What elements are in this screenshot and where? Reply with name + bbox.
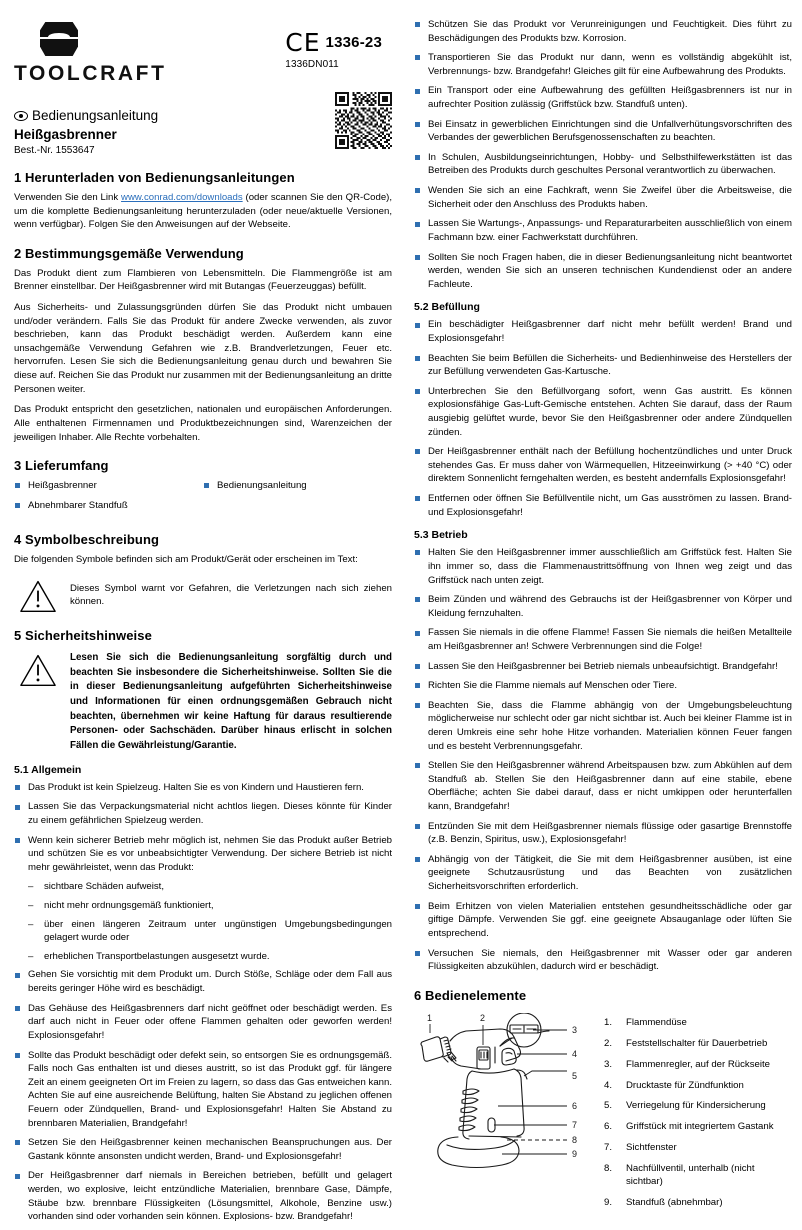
callout-8: 8 xyxy=(572,1134,578,1145)
list-item: Bei Einsatz in gewerblichen Einrichtungen sind die Unfallverhütungsvorschriften des Verbandes der gewerblichen Berufsgenossenschaften zu beachten. xyxy=(414,118,792,145)
list-item: Wenn kein sicherer Betrieb mehr möglich ist, nehmen Sie das Produkt außer Betrieb und schützen Sie es vor unbeabsichtigter Verwendung. Der sichere Betrieb ist nicht mehr gewährleistet, wenn das Produkt: xyxy=(14,834,392,875)
section-4-heading: 4 Symbolbeschreibung xyxy=(14,532,160,548)
list-item: Entfernen oder öffnen Sie Befüllventile nicht, um Gas ausströmen zu lassen. Brand- und Explosionsgefahr! xyxy=(414,492,792,519)
list-item: Entzünden Sie mit dem Heißgasbrenner niemals flüssige oder gasartige Brennstoffe (z.B. Benzin, Spiritus, usw.), Explosionsgefahr! xyxy=(414,820,792,847)
list-item: Lassen Sie das Verpackungsmaterial nicht achtlos liegen. Dieses könnte für Kinder zu einem gefährlichen Spielzeug werden. xyxy=(14,800,392,827)
download-text-pre: Verwenden Sie den Link xyxy=(14,192,122,203)
list-item: Feststellschalter für Dauerbetrieb xyxy=(626,1037,768,1049)
list-item: – über einen längeren Zeitraum unter ungünstigen Umgebungsbedingungen gelagert wurde oder xyxy=(28,918,392,945)
list-item: Griffstück mit integriertem Gastank xyxy=(626,1121,774,1133)
list-item: Sichtfenster xyxy=(626,1142,677,1154)
section-5-2-heading: 5.2 Befüllung xyxy=(414,301,480,314)
two-column-layout xyxy=(14,18,792,1230)
list-item: Lassen Sie Wartungs-, Anpassungs- und Reparaturarbeiten ausschließlich von einem Fachmann bzw. einer Fachwerkstatt durchführen. xyxy=(414,217,792,244)
right-column xyxy=(414,18,792,1218)
qr-code-icon xyxy=(335,92,392,149)
controls-section xyxy=(414,1013,792,1218)
callout-1: 1 xyxy=(427,1012,433,1023)
torch-figure xyxy=(414,1013,584,1183)
list-item: – sichtbare Schäden aufweist, xyxy=(28,880,392,894)
section-2-heading: 2 Bestimmungsgemäße Verwendung xyxy=(14,245,244,261)
warning-triangle-icon xyxy=(18,578,58,614)
section-1-paragraph xyxy=(14,191,392,232)
safety-warning-text: Lesen Sie sich die Bedienungsanleitung sorgfältig durch und beachten Sie insbesondere die Sicherheitshinweise. Sollten Sie die in dieser Bedienungsanleitung aufgeführten Sicherheitshinweise und Informationen für einen ordnungsgemäßen Gebrauch nicht beachten, übernehmen wir keine Haftung für daraus resultierende Personen- oder Sachschäden. Darüber hinaus erlischt in solchen Fällen die Gewährleistung/Garantie. xyxy=(70,651,392,752)
list-item: Standfuß (abnehmbar) xyxy=(626,1197,723,1209)
symbol-warning-text: Dieses Symbol warnt vor Gefahren, die Verletzungen nach sich ziehen können. xyxy=(70,582,392,608)
list-item: Verriegelung für Kindersicherung xyxy=(626,1100,766,1112)
list-item: Heißgasbrenner xyxy=(14,479,203,493)
section-1-heading: 1 Herunterladen von Bedienungsanleitungen xyxy=(14,170,295,185)
list-item: Sollte das Produkt beschädigt oder defekt sein, so entsorgen Sie es ordnungsgemäß. Falls noch Gas enthalten ist und dieses austritt, so ist das Produkt ggf. für längere Zeit an einem geeigneten Ort im Freien zu lagern, so dass das Gas entweichen kann. Achten Sie auf eine ausreichende Belüftung, halten Sie Abstand zu jeglichen offenen Feuern oder Zündquellen, Brand- und Explosionsgefahr! Halten Sie Abstand zu brennbaren Materialien, Brandgefahr! xyxy=(14,1049,392,1131)
document-meta xyxy=(14,108,158,156)
list-item: Schützen Sie das Produkt vor Verunreinigungen und Feuchtigkeit. Dies führt zu Beschädigungen des Produkts bzw. Korrosion. xyxy=(414,18,792,45)
list-item: Bedienungsanleitung xyxy=(203,479,392,493)
list-item: Beim Zünden und während des Gebrauchs ist der Heißgasbrenner von Körper und Kleidung fernzuhalten. xyxy=(414,593,792,620)
list-item: Flammendüse xyxy=(626,1016,687,1028)
ce-mark-icon: CE xyxy=(285,28,321,57)
callout-2: 2 xyxy=(480,1012,486,1023)
ce-marking xyxy=(285,30,382,55)
list-item: Gehen Sie vorsichtig mit dem Produkt um. Durch Stöße, Schläge oder dem Fall aus bereits geringer Höhe wird es beschädigt. xyxy=(14,968,392,995)
list-item: Das Produkt ist kein Spielzeug. Halten Sie es von Kindern und Haustieren fern. xyxy=(14,781,392,795)
list-item: Der Heißgasbrenner enthält nach der Befüllung hochentzündliches und unter Druck stehendes Gas. Er muss daher von Wärmequellen, Hitzeeinwirkung (> +40 °C) oder direktem Sonnenlicht ferngehalten werden, es besteht andernfalls Explosionsgefahr! xyxy=(414,445,792,486)
list-item: – nicht mehr ordnungsgemäß funktioniert, xyxy=(28,899,392,913)
general-safety-list-right xyxy=(414,18,792,291)
left-column xyxy=(14,18,392,1230)
section-5-3-heading: 5.3 Betrieb xyxy=(414,529,468,542)
page-title: Heißgasbrenner xyxy=(14,127,117,142)
section-2-paragraph-2: Aus Sicherheits- und Zulassungsgründen dürfen Sie das Produkt nicht umbauen und/oder verändern. Falls Sie das Produkt für andere Zwecke verwenden, als zuvor beschrieben, kann das Produkt beschädigt werden. Außerdem kann eine unsachgemäße Verwendung Gefahren wie z.B. Brandverletzungen, Feuer etc. hervorrufen. Lesen Sie sich die Bedienungsanleitung genau durch und bewahren Sie diese auf. Reichen Sie das Produkt nur zusammen mit der Bedienungsanleitung an dritte Personen weiter. xyxy=(14,302,392,395)
general-safety-list xyxy=(14,781,392,875)
brand-block xyxy=(14,18,167,86)
brand-name: TOOLCRAFT xyxy=(14,62,167,85)
controls-legend xyxy=(602,1017,792,1218)
list-item: Wenden Sie sich an eine Fachkraft, wenn Sie Zweifel über die Arbeitsweise, die Sicherheit oder den Anschluss des Produkts haben. xyxy=(414,184,792,211)
list-item: Sollten Sie noch Fragen haben, die in dieser Bedienungsanleitung nicht beantwortet werden, wenden Sie sich an unseren technischen Kundendienst oder an andere Fachleute. xyxy=(414,251,792,292)
list-item: Halten Sie den Heißgasbrenner immer ausschließlich am Griffstück fest. Halten Sie ihn immer so, dass die Flammenaustrittsöffnung von Ihnen weg zeigt und das Griffstück nach unten zeigt. xyxy=(414,546,792,587)
list-item: Der Heißgasbrenner darf niemals in Bereichen betrieben, befüllt und gelagert werden, wo explosive, leicht entzündliche Materialien, brennbare Gase, Dämpfe, Stäube bzw. brennbare Flüssigkeiten (Lösungsmittel, Alkohole, Benzine usw.) vorhanden sind oder vorhanden sein können. Explosions- bzw. Brandgefahr! xyxy=(14,1169,392,1223)
section-4-intro: Die folgenden Symbole befinden sich am Produkt/Gerät oder erscheinen im Text: xyxy=(14,554,358,566)
general-safety-sublist xyxy=(14,880,392,963)
german-flag-eye-icon xyxy=(14,111,28,121)
downloads-link[interactable]: www.conrad.com/downloads xyxy=(121,192,243,203)
list-item: Drucktaste für Zündfunktion xyxy=(626,1079,744,1091)
operation-safety-list xyxy=(414,546,792,973)
section-6-heading: 6 Bedienelemente xyxy=(414,987,527,1003)
document-type-label: Bedienungsanleitung xyxy=(32,108,159,123)
gas-torch-diagram-icon xyxy=(414,1013,584,1178)
list-item: Fassen Sie niemals in die offene Flamme! Fassen Sie niemals die heißen Metallteile am Heißgasbrenner an! Schwere Verbrennungen sind die Folge! xyxy=(414,626,792,653)
section-2-paragraph-1: Das Produkt dient zum Flambieren von Lebensmitteln. Die Flammengröße ist am Brenner einstellbar. Der Heißgasbrenner wird mit Butangas (Feuerzeuggas) befüllt. xyxy=(14,267,392,293)
list-item: Lassen Sie den Heißgasbrenner bei Betrieb niemals unbeaufsichtigt. Brandgefahr! xyxy=(414,660,792,674)
list-item: Abnehmbarer Standfuß xyxy=(14,499,203,513)
document-type-row xyxy=(14,108,158,123)
document-meta-row xyxy=(14,88,392,156)
callout-6: 6 xyxy=(572,1100,578,1111)
callout-5: 5 xyxy=(572,1070,578,1081)
list-item: Richten Sie die Flamme niemals auf Menschen oder Tiere. xyxy=(414,679,792,693)
order-number: Best.-Nr. 1553647 xyxy=(14,145,95,156)
callout-3: 3 xyxy=(572,1024,578,1035)
toolcraft-hex-logo-icon xyxy=(36,22,82,56)
supply-list xyxy=(14,479,392,518)
list-item: – erheblichen Transportbelastungen ausgesetzt wurde. xyxy=(28,950,392,964)
warning-triangle-icon xyxy=(18,652,58,688)
callout-9: 9 xyxy=(572,1148,578,1159)
list-item: Beachten Sie, dass die Flamme abhängig von der Umgebungsbeleuchtung möglicherweise nur schlecht oder gar nicht sichtbar ist. Auch bei kleiner Flamme ist in deren Umkreis eine sehr hohe Hitze vorhanden. Materialien können Feuer fangen und es besteht Verbrennungsgefahr. xyxy=(414,699,792,753)
list-item: Nachfüllventil, unterhalb (nicht sichtbar) xyxy=(626,1163,755,1188)
callout-7: 7 xyxy=(572,1119,578,1130)
list-item: Stellen Sie den Heißgasbrenner während Arbeitspausen bzw. zum Abkühlen auf dem Standfuß ab. Stellen Sie den Heißgasbrenner dann auf eine stabile, ebene Oberfläche; achten Sie dabei darauf, dass er nicht umkippen oder herunterfallen kann, Brandgefahr! xyxy=(414,759,792,813)
list-item: Transportieren Sie das Produkt nur dann, wenn es vollständig abgekühlt ist, Verbrennungs- bzw. Brandgefahr! Gleiches gilt für eine Aufbewahrung des Produkts. xyxy=(414,51,792,78)
list-item: Beim Erhitzen von vielen Materialien entstehen gesundheitsschädliche oder gar giftige Dämpfe. Verwenden Sie ggf. eine geeignete Absauganlage oder lüften Sie entsprechend. xyxy=(414,900,792,941)
section-2-paragraph-3: Das Produkt entspricht den gesetzlichen, nationalen und europäischen Anforderungen. Alle enthaltenen Firmennamen und Produktbezeichnungen sind, Warenzeichen der jeweiligen Inhaber. Alle Rechte vorbehalten. xyxy=(14,404,392,443)
symbol-description-row xyxy=(14,577,392,614)
filling-safety-list xyxy=(414,318,792,519)
page-header xyxy=(14,18,392,86)
list-item: Ein beschädigter Heißgasbrenner darf nicht mehr befüllt werden! Brand und Explosionsgefahr! xyxy=(414,318,792,345)
list-item: Flammenregler, auf der Rückseite xyxy=(626,1058,770,1070)
download-text-post: (oder scannen Sie den QR-Code), um die komplette Bedienungsanleitung herunterzuladen (oder neue/aktuelle Versionen, wenn verfügbar). Folgen Sie den Anweisungen auf der Webseite. xyxy=(14,192,393,231)
list-item: Ein Transport oder eine Aufbewahrung des gefüllten Heißgasbrenners ist nur in aufrechter Position zulässig (Griffstück bzw. Standfuß unten). xyxy=(414,84,792,111)
list-item: Setzen Sie den Heißgasbrenner keinen mechanischen Beanspruchungen aus. Der Gastank könnte ansonsten undicht werden, Brand- und Explosionsgefahr! xyxy=(14,1136,392,1163)
certificate-id: 1336DN011 xyxy=(285,59,339,70)
list-item: Abhängig von der Tätigkeit, die Sie mit dem Heißgasbrenner ausüben, ist eine geeignete Schutzausrüstung und das Beachten von zusätzlichen Sicherheitsvorschriften erforderlich. xyxy=(414,853,792,894)
section-5-1-heading: 5.1 Allgemein xyxy=(14,763,82,776)
list-item: Versuchen Sie niemals, den Heißgasbrenner mit Wasser oder gar anderen Flüssigkeiten abzukühlen, dadurch wird er beschädigt. xyxy=(414,947,792,974)
section-3-heading: 3 Lieferumfang xyxy=(14,458,109,474)
list-item: Beachten Sie beim Befüllen die Sicherheits- und Bedienhinweise des Herstellers der zur Befüllung verwendeten Gas-Kartusche. xyxy=(414,352,792,379)
callout-4: 4 xyxy=(572,1048,578,1059)
safety-warning-row xyxy=(14,651,392,754)
notified-body-number: 1336-23 xyxy=(325,34,382,51)
list-item: Unterbrechen Sie den Befüllvorgang sofort, wenn Gas austritt. Es können explosionsfähige Gas-Luft-Gemische entstehen. Achten Sie darauf, dass der Raum ausgiebig gelüftet wurde, bevor Sie den Heißgasbrenner oder andere Zündquellen zünden. xyxy=(414,385,792,439)
list-item: Das Gehäuse des Heißgasbrenners darf nicht geöffnet oder beschädigt werden. Es darf auch nicht in Feuer oder offene Flammen gehalten oder geworfen werden! Explosionsgefahr! xyxy=(14,1002,392,1043)
certification-block xyxy=(285,18,392,70)
list-item: In Schulen, Ausbildungseinrichtungen, Hobby- und Selbsthilfewerkstätten ist das Betreiben des Produkts durch geschultes Personal verantwortlich zu überwachen. xyxy=(414,151,792,178)
general-safety-list-continued xyxy=(14,968,392,1223)
section-5-heading: 5 Sicherheitshinweise xyxy=(14,627,152,643)
